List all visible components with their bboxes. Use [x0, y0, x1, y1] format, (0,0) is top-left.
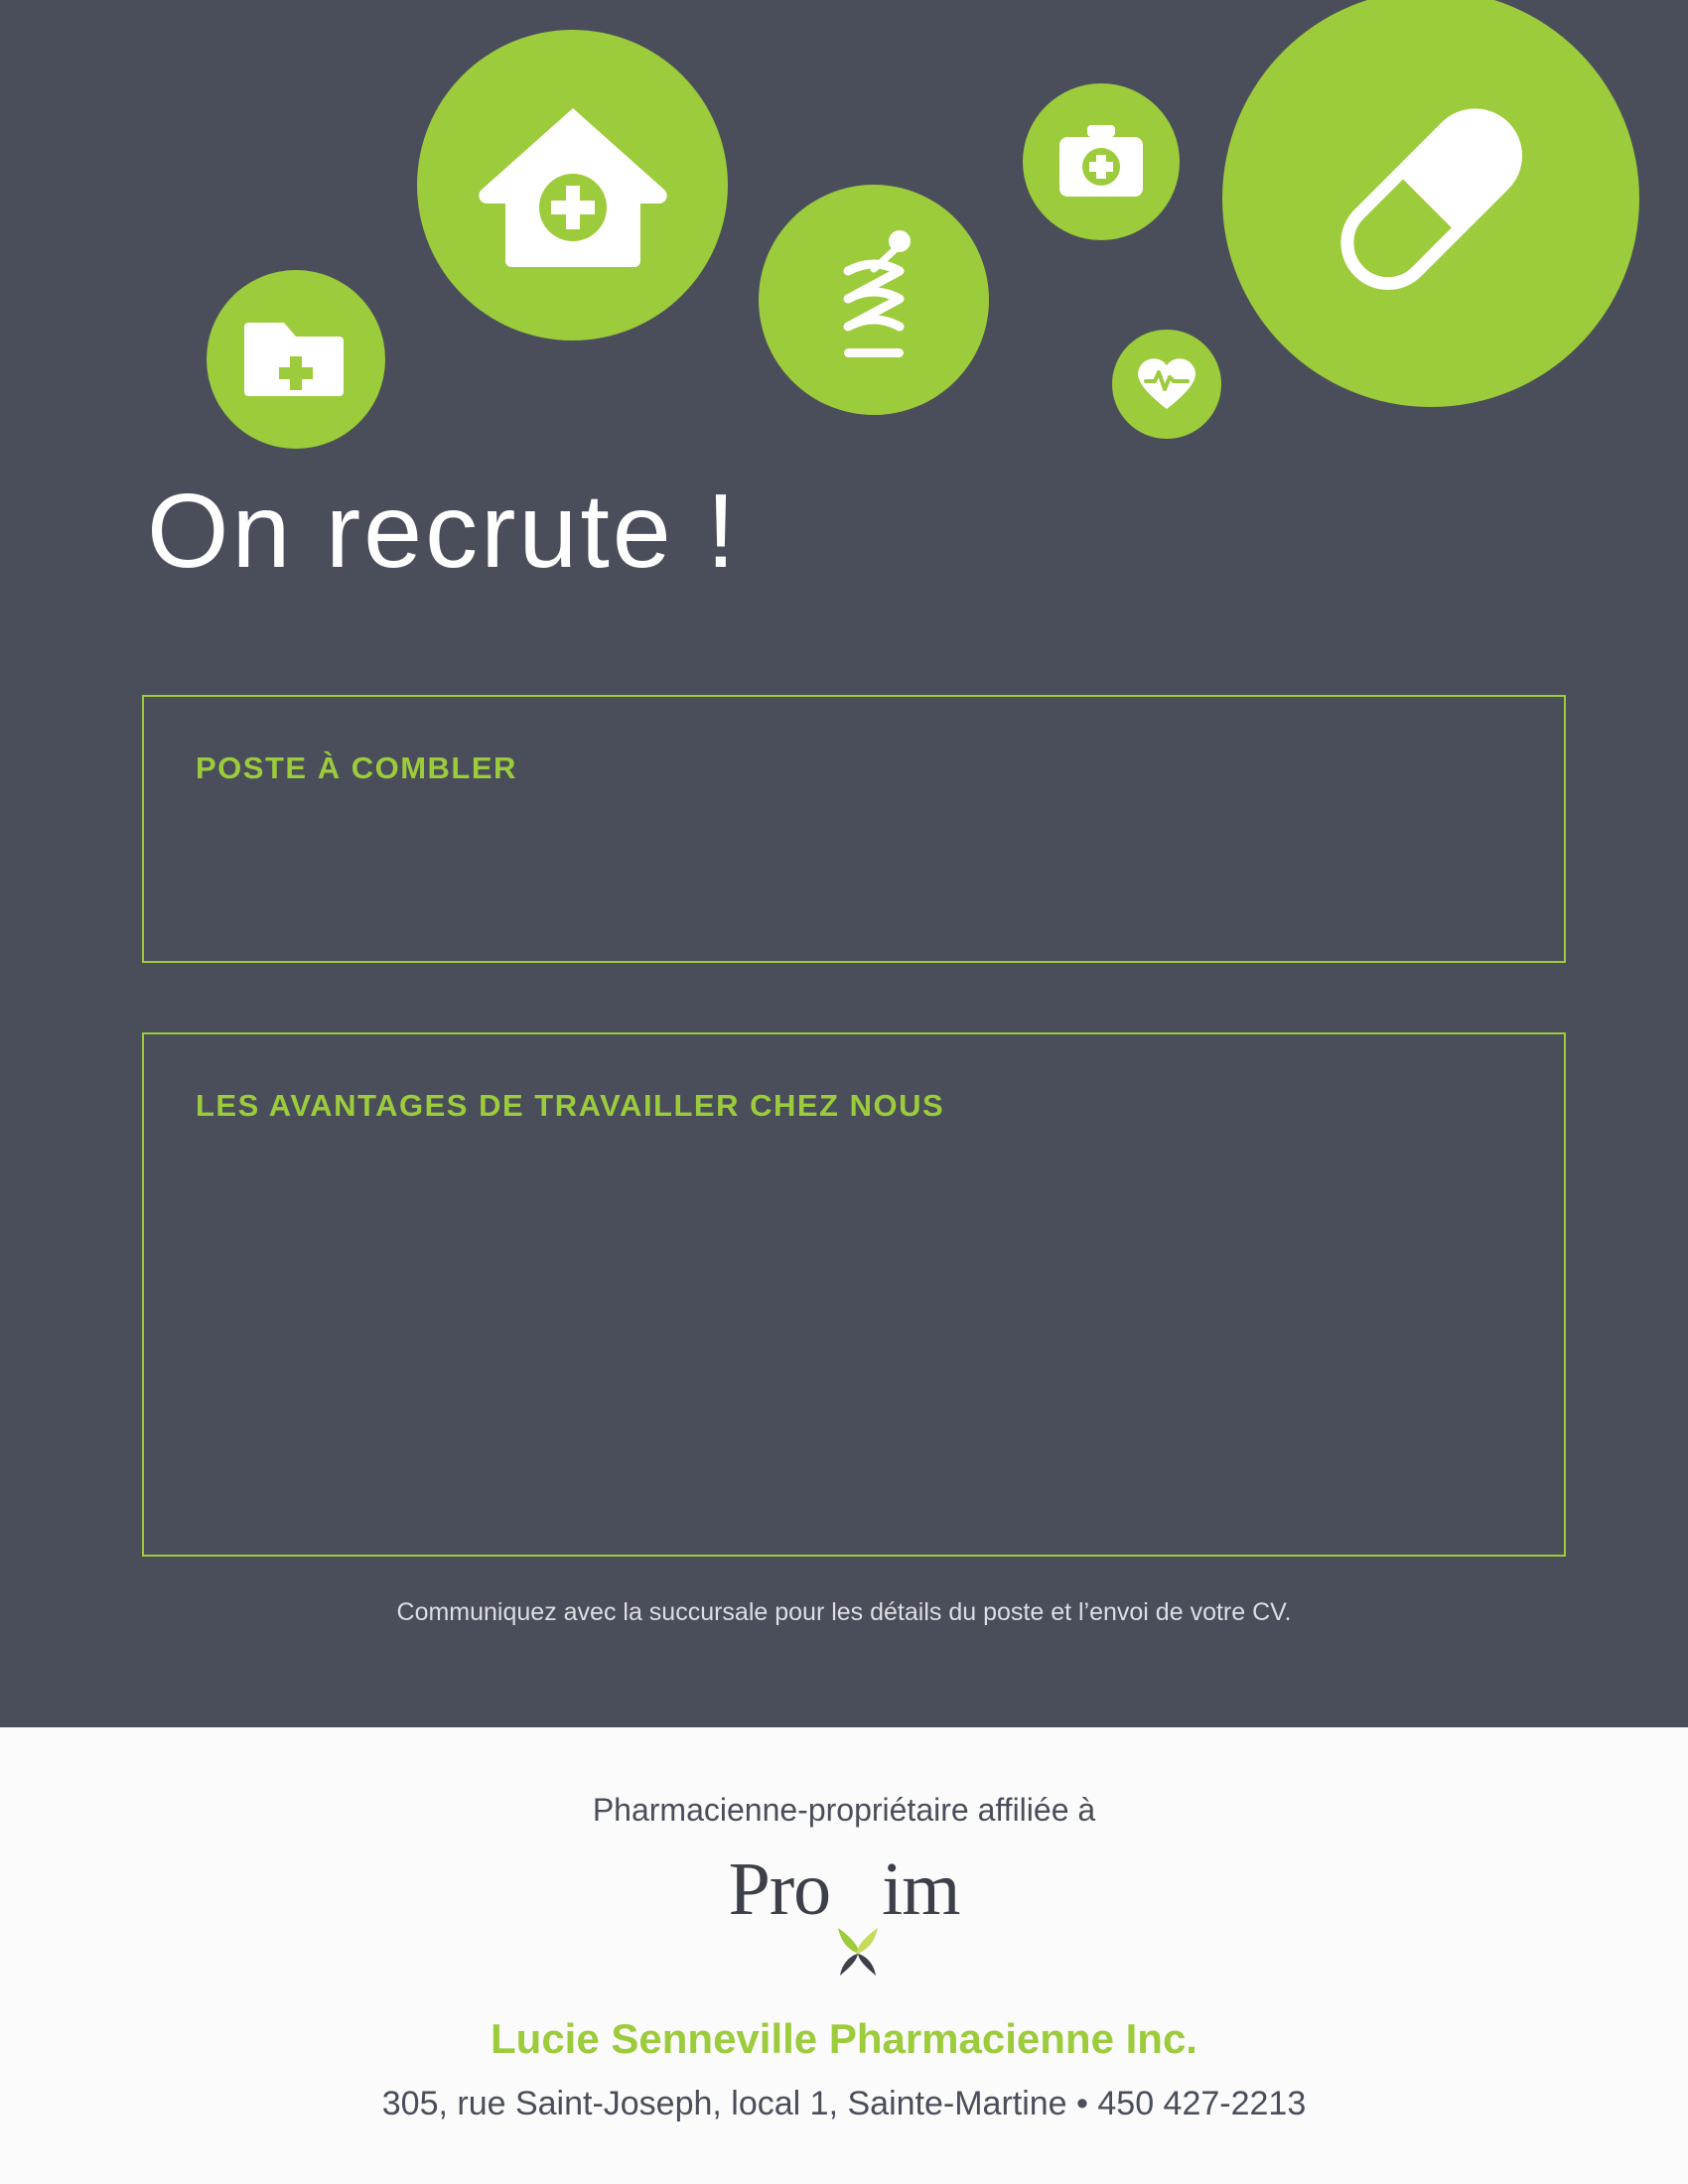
pill-capsule-icon	[1222, 0, 1639, 407]
page-title: On recrute !	[147, 473, 739, 590]
store-name: Lucie Senneville Pharmacienne Inc.	[491, 2015, 1197, 2062]
folder-plus-icon	[207, 270, 385, 449]
heart-pulse-icon	[1112, 330, 1221, 439]
contact-note: Communiquez avec la succursale pour les détails du poste et l’envoi de votre CV.	[396, 1598, 1292, 1626]
logo-text-part1: Pro	[728, 1847, 831, 1931]
field-box-poste-a-combler[interactable]	[142, 695, 1566, 963]
box-title-avantages: LES AVANTAGES DE TRAVAILLER CHEZ NOUS	[196, 1088, 945, 1123]
first-aid-kit-icon	[1023, 83, 1180, 240]
footer	[0, 1727, 1688, 2184]
dna-helix-icon	[759, 185, 989, 415]
box-title-poste: POSTE À COMBLER	[196, 751, 517, 785]
store-address: 305, rue Saint-Joseph, local 1, Sainte-Martine • 450 427-2213	[381, 2085, 1307, 2122]
proxim-logo	[0, 1847, 1688, 1931]
logo-text-part2: im	[882, 1847, 960, 1931]
field-box-avantages[interactable]	[142, 1032, 1566, 1557]
home-plus-icon	[417, 30, 728, 341]
affiliation-text: Pharmacienne-propriétaire affiliée à	[592, 1792, 1096, 1828]
